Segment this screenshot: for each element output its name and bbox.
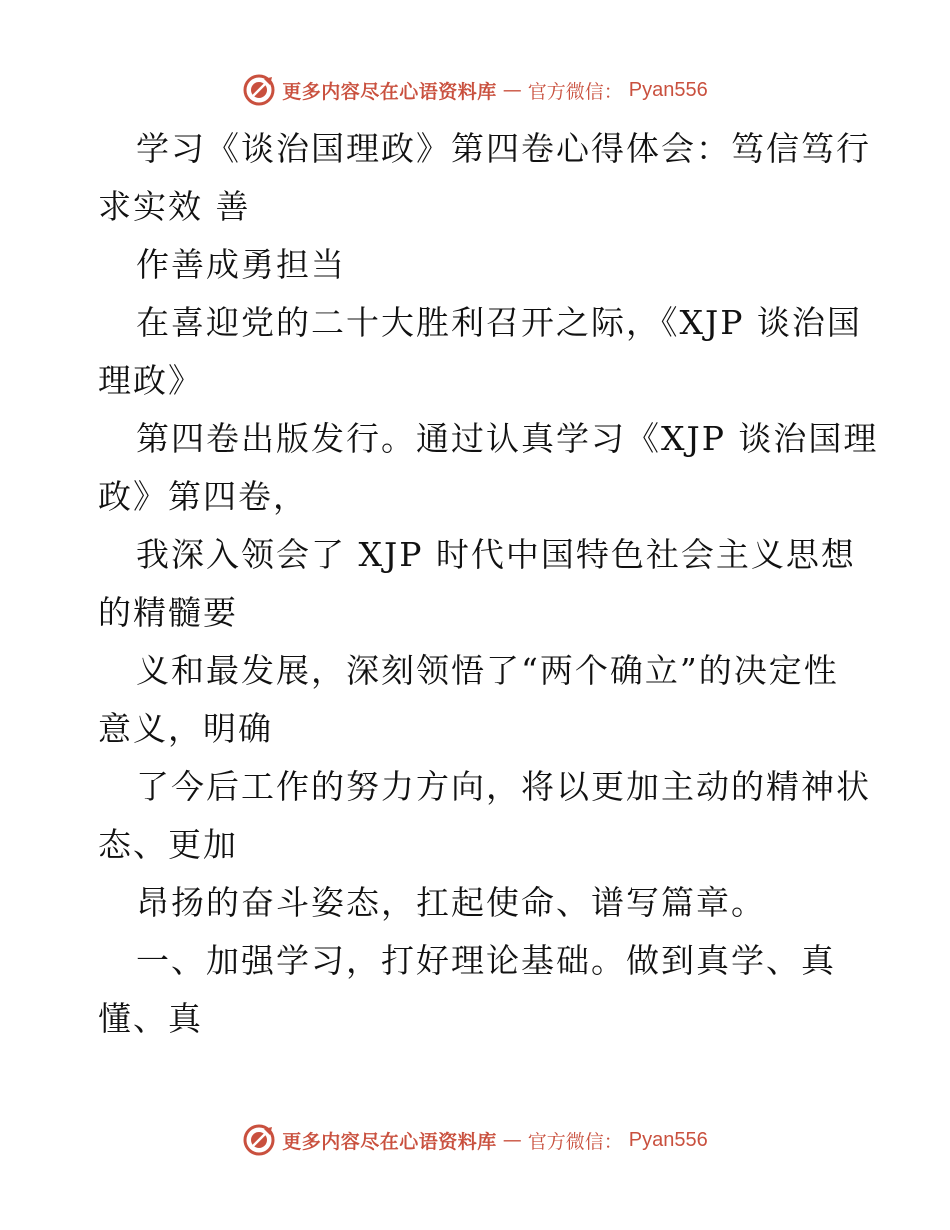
text-line: 态、更加 [98,825,238,864]
text-line: 义和最发展，深刻领悟了“两个确立”的决定性 [136,651,839,690]
text-line: 在喜迎党的二十大胜利召开之际，《XJP 谈治国 [136,303,862,342]
text-line: 懂、真 [98,999,203,1038]
banner-label: 官方微信： [527,1130,623,1153]
document-body [98,120,879,1048]
text-line: 了今后工作的努力方向，将以更加主动的精神状 [136,767,871,806]
text-line: 昂扬的奋斗姿态，扛起使命、谱写篇章。 [136,883,766,922]
banner-wechat-id: Pyan556 [628,78,708,101]
text-line: 意义，明确 [98,709,273,748]
text-line: 求实效 善 [98,187,251,226]
text-line: 一、加强学习，打好理论基础。做到真学、真 [136,941,836,980]
text-line: 理政》 [98,361,203,400]
text-line: 第四卷出版发行。通过认真学习《XJP 谈治国理 [136,419,879,458]
banner-text: 更多内容尽在心语资料库 [282,80,497,103]
brand-logo-icon [242,1123,276,1157]
text-line: 作善成勇担当 [136,245,346,284]
banner-wechat-id: Pyan556 [628,1128,708,1151]
header-banner [0,70,950,110]
banner-label: 官方微信： [527,80,623,103]
banner-text: 更多内容尽在心语资料库 [282,1130,497,1153]
text-line: 的精髓要 [98,593,238,632]
text-line: 政》第四卷， [98,477,308,516]
text-line: 学习《谈治国理政》第四卷心得体会：笃信笃行 [136,129,871,168]
text-line: 我深入领会了 XJP 时代中国特色社会主义思想 [136,535,856,574]
footer-banner [0,1120,950,1160]
banner-dash: — [502,79,522,101]
brand-logo-icon [242,73,276,107]
banner-dash: — [502,1129,522,1151]
